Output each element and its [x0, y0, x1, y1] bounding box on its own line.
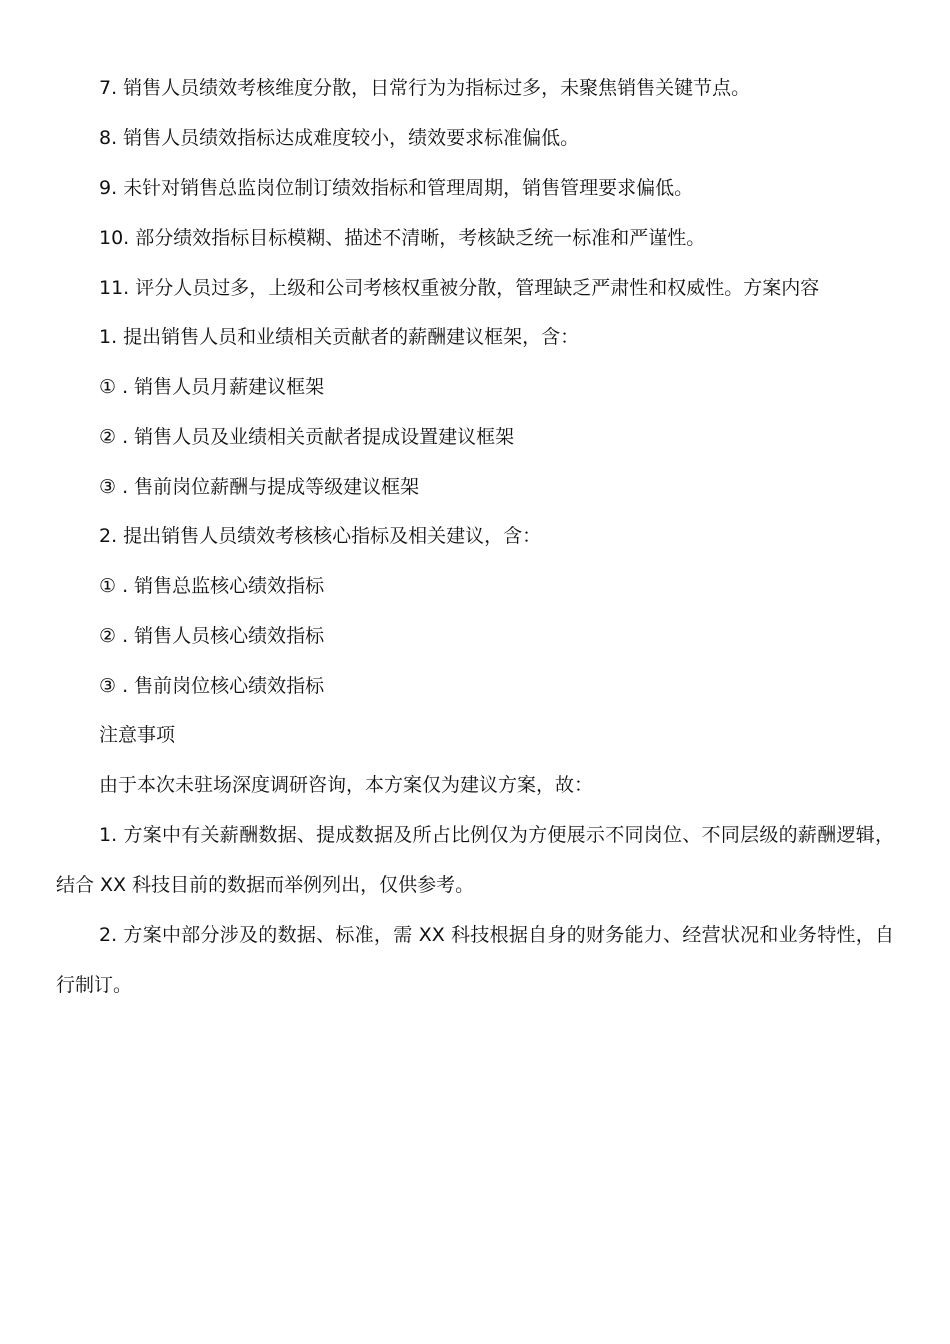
issue-item-7: 7. 销售人员绩效考核维度分散，日常行为为指标过多，未聚焦销售关键节点。 — [99, 77, 751, 99]
notes-heading: 注意事项 — [99, 724, 176, 746]
plan-subitem-1-1: ① . 销售人员月薪建议框架 — [99, 376, 325, 398]
note-paragraph-2: 2. 方案中部分涉及的数据、标准，需 XX 科技根据自身的财务能力、经营状况和业务特性，自行制订。 — [56, 924, 894, 996]
plan-subitem-2-3: ③ . 售前岗位核心绩效指标 — [99, 675, 325, 697]
plan-subitem-2-1: ① . 销售总监核心绩效指标 — [99, 575, 325, 597]
note-paragraph-1: 1. 方案中有关薪酬数据、提成数据及所占比例仅为方便展示不同岗位、不同层级的薪酬逻辑，结合 XX 科技目前的数据而举例列出，仅供参考。 — [56, 824, 894, 896]
plan-item-1: 1. 提出销售人员和业绩相关贡献者的薪酬建议框架，含： — [99, 326, 580, 348]
notes-intro: 由于本次未驻场深度调研咨询，本方案仅为建议方案，故： — [99, 774, 594, 796]
issue-item-8: 8. 销售人员绩效指标达成难度较小，绩效要求标准偏低。 — [99, 127, 580, 149]
plan-subitem-1-3: ③ . 售前岗位薪酬与提成等级建议框架 — [99, 476, 420, 498]
plan-subitem-1-2: ② . 销售人员及业绩相关贡献者提成设置建议框架 — [99, 426, 515, 448]
plan-subitem-2-2: ② . 销售人员核心绩效指标 — [99, 625, 325, 647]
issue-item-10: 10. 部分绩效指标目标模糊、描述不清晰，考核缺乏统一标准和严谨性。 — [99, 227, 706, 249]
plan-item-2: 2. 提出销售人员绩效考核核心指标及相关建议，含： — [99, 525, 542, 547]
issue-item-11: 11. 评分人员过多，上级和公司考核权重被分散，管理缺乏严肃性和权威性。方案内容 — [99, 277, 820, 299]
issue-item-9: 9. 未针对销售总监岗位制订绩效指标和管理周期，销售管理要求偏低。 — [99, 177, 694, 199]
